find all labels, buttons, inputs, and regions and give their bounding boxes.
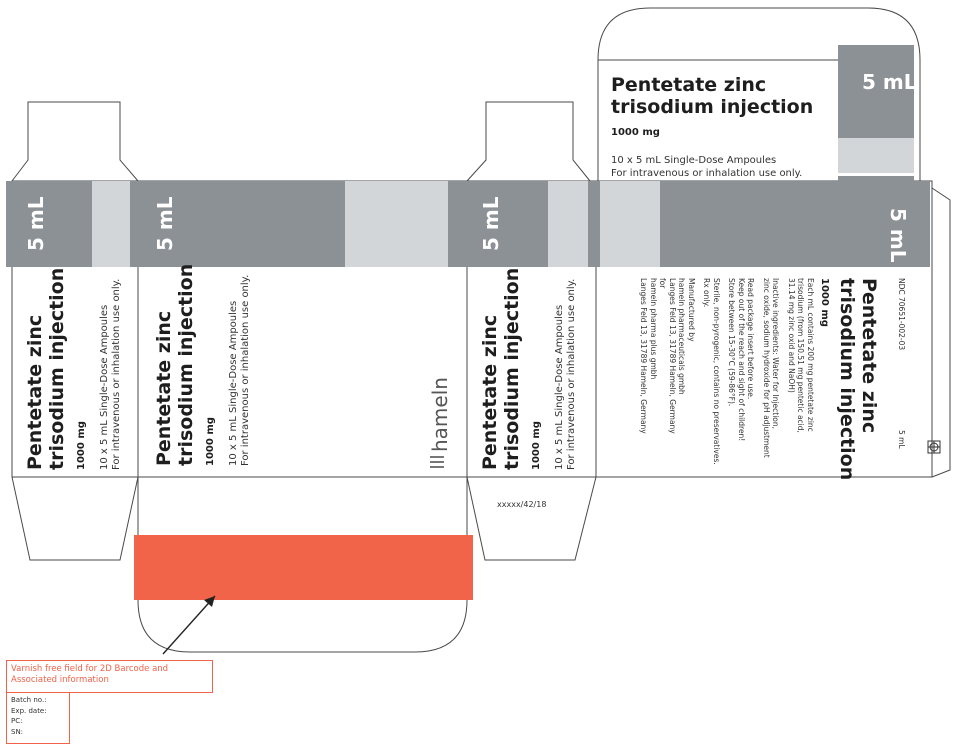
panel4-volume-small: 5 mL (897, 430, 906, 449)
panel2-volume: 5 mL (153, 196, 177, 251)
panel3-title-1: Pentetate zinc (479, 314, 501, 470)
top-flap-strength: 1000 mg (611, 127, 660, 138)
hameln-logo-icon (430, 456, 444, 468)
storage-line: Read package insert before use. (746, 278, 756, 400)
panel3-pack: 10 x 5 mL Single-Dose Ampoules (554, 304, 565, 470)
panel2-title-1: Pentetate zinc (153, 310, 175, 466)
panel4-strength: 1000 mg (819, 278, 830, 327)
varnish-note: Varnish free field for 2D Barcode and Associated information (6, 660, 213, 693)
storage-line: Keep out of the reach and sight of children! (737, 278, 746, 442)
exp-field-label: Exp. date: (11, 706, 47, 715)
panel2-title-2: trisodium injection (175, 263, 197, 466)
panel3-strength: 1000 mg (531, 421, 542, 470)
top-flap-pack: 10 x 5 mL Single-Dose Ampoules (611, 155, 777, 166)
sterility-line: Rx only. (702, 278, 712, 308)
top-flap-volume: 5 mL (862, 70, 917, 94)
panel4-title-block (819, 278, 880, 480)
composition-line: trisodium (from 150.51 mg pentetic acid, (796, 278, 806, 433)
panel1-route: For intravenous or inhalation use only. (111, 278, 122, 470)
sterility-line: Sterile, non-pyrogenic, contains no preservatives. (712, 278, 721, 465)
brand-name: hameln (428, 377, 452, 452)
storage-line: Store between 15-30°C (59-86°F). (727, 278, 737, 407)
composition-line: 31.14 mg zinc oxid and NaOH) (787, 278, 796, 393)
title-line-2: trisodium injection (611, 96, 814, 118)
panel3-title-2: trisodium injection (501, 267, 523, 470)
batch-field-label: Batch no.: (11, 696, 47, 704)
panel4-title-2: trisodium injection (836, 278, 858, 481)
sn-field-label: SN: (11, 727, 24, 736)
panel2-pack: 10 x 5 mL Single-Dose Ampoules (228, 300, 239, 466)
top-flap-route: For intravenous or inhalation use only. (611, 168, 803, 179)
inactive-line: Inactive ingredients: Water for Injection, (771, 278, 781, 430)
inactive-line: zinc oxide, sodium hydroxide for pH adjustment (762, 278, 771, 458)
pc-field-label: PC: (11, 717, 23, 725)
panel1-title-1: Pentetate zinc (24, 314, 46, 470)
registration-mark-icon (928, 441, 940, 453)
top-flap-title (611, 74, 813, 118)
manufacturer-line: for (658, 278, 668, 289)
ndc-number: NDC 70651-002-03 (897, 278, 906, 351)
panel4-volume: 5 mL (886, 208, 910, 263)
panel2-text (153, 264, 252, 466)
panel3-route: For intravenous or inhalation use only. (566, 278, 577, 470)
panel1-text (24, 268, 123, 470)
manufacturer-line: Langes Feld 13, 31789 Hameln, Germany (668, 278, 677, 434)
panel3-volume: 5 mL (479, 196, 503, 251)
manufacturer-line: hameln pharmaceuticals gmbh (677, 278, 687, 395)
panel4-title-1: Pentetate zinc (858, 278, 880, 434)
panel1-pack: 10 x 5 mL Single-Dose Ampoules (99, 304, 110, 470)
panel2-strength: 1000 mg (205, 417, 216, 466)
manufacturer-line: Manufactured by (687, 278, 696, 342)
panel2-route: For intravenous or inhalation use only. (240, 274, 251, 466)
panel3-text (479, 268, 578, 470)
panel1-volume: 5 mL (24, 196, 48, 251)
panel1-title-2: trisodium injection (46, 267, 68, 470)
manufacturer-line: hameln pharma plus gmbh (649, 278, 658, 380)
print-fields (6, 693, 70, 744)
title-line-1: Pentetate zinc (611, 74, 767, 96)
manufacturer-line: Langes Feld 13, 31789 Hameln, Germany (639, 278, 649, 434)
panel4-details (639, 278, 815, 465)
panel1-strength: 1000 mg (76, 421, 87, 470)
lot-code: xxxxx/42/18 (497, 500, 547, 509)
composition-line: Each mL contains 200 mg pentetate zinc (806, 278, 815, 432)
